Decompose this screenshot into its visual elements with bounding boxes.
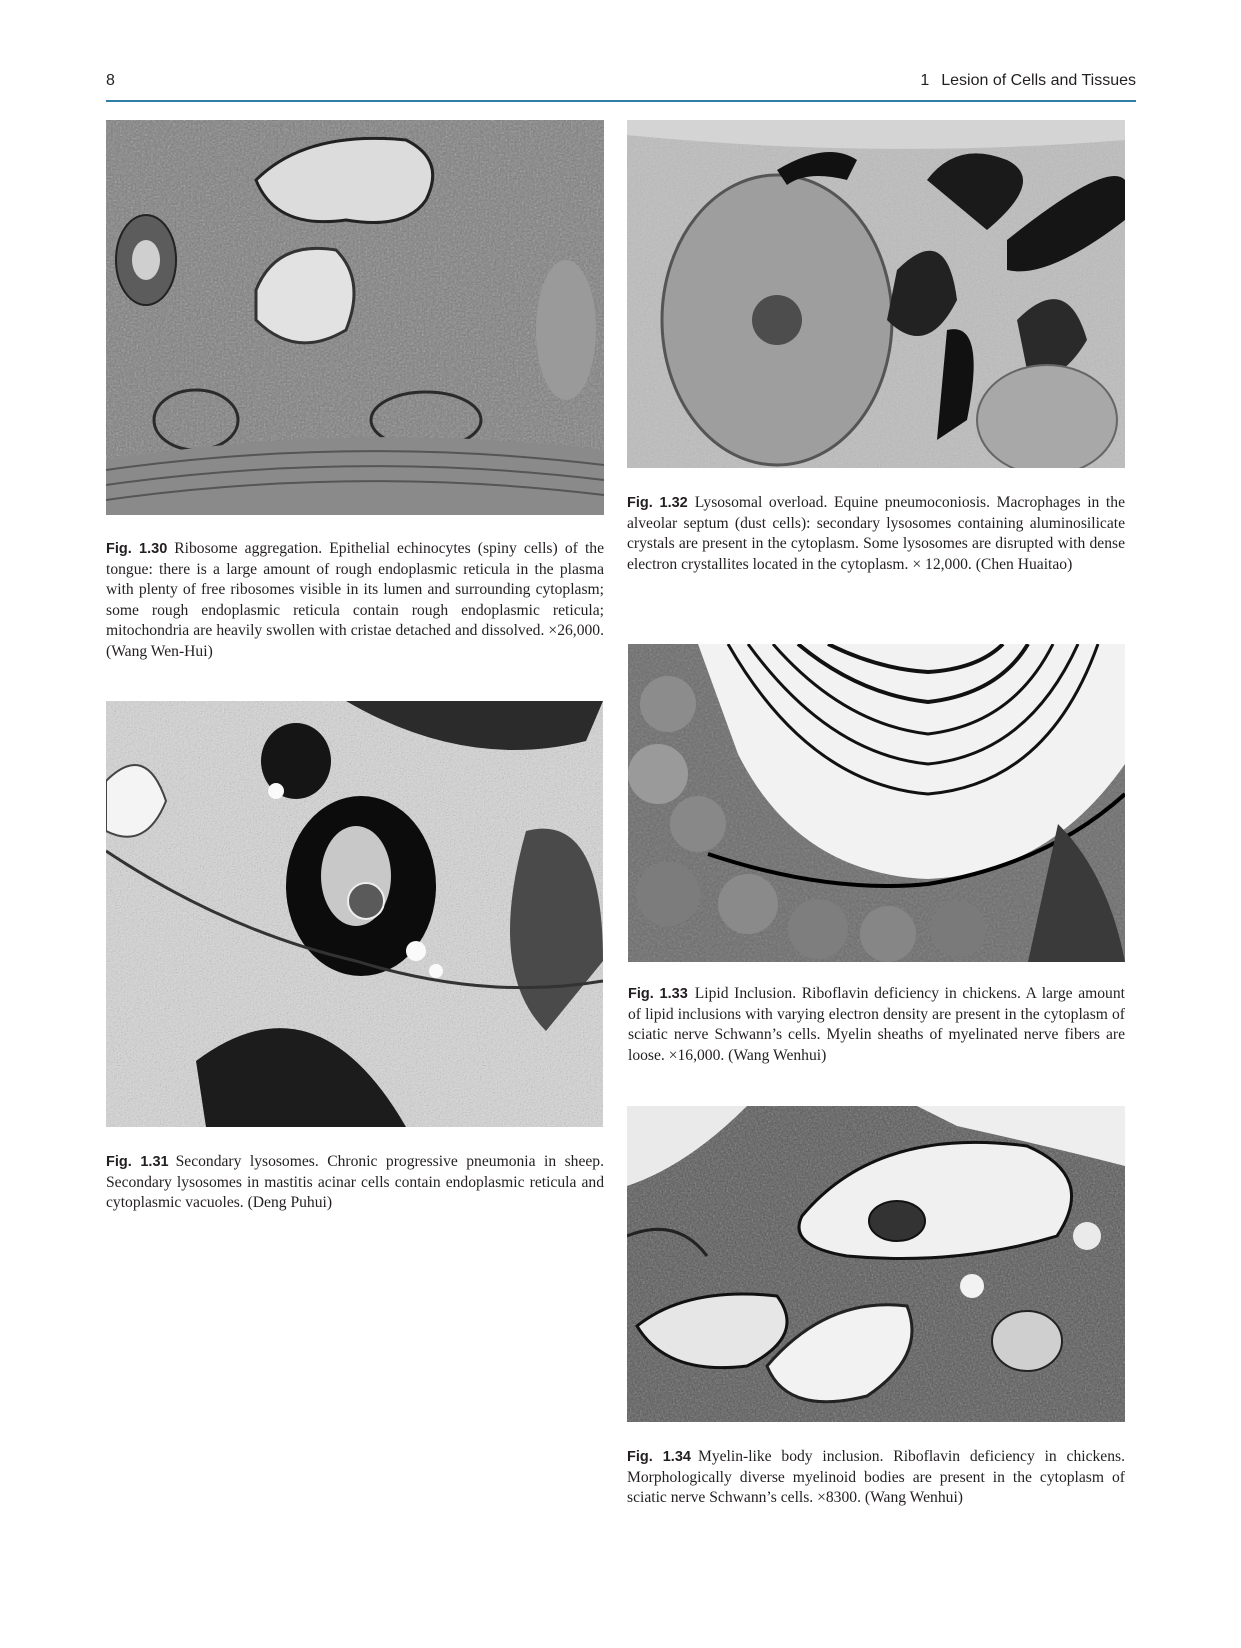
figure-caption [627, 1447, 1125, 1509]
figure-label: Fig. 1.31 [106, 1154, 169, 1170]
figure-1-33-micrograph [628, 644, 1125, 962]
header-rule [106, 100, 1136, 102]
figure-label: Fig. 1.30 [106, 541, 168, 557]
figure-1-32-micrograph [627, 120, 1125, 468]
running-head [106, 72, 1136, 102]
chapter-title: Lesion of Cells and Tissues [941, 72, 1136, 89]
figure-caption [106, 1152, 604, 1214]
chapter-heading [920, 72, 1136, 90]
figure-label: Fig. 1.34 [627, 1449, 691, 1465]
figure-caption [627, 493, 1125, 575]
caption-text: Secondary lysosomes. Chronic progressive pneumonia in sheep. Secondary lysosomes in mastitis acinar cells contain endoplasmic reticula and cytoplasmic vacuoles. (Deng Puhui) [106, 1153, 604, 1211]
chapter-number: 1 [920, 72, 930, 89]
figure-label: Fig. 1.32 [627, 495, 688, 511]
figure-caption [628, 984, 1125, 1066]
figure-1-31-micrograph [106, 701, 603, 1127]
figure-1-34-micrograph [627, 1106, 1125, 1422]
figure-label: Fig. 1.33 [628, 986, 688, 1002]
caption-text: Myelin-like body inclusion. Riboflavin deficiency in chickens. Morphologically diverse myelinoid bodies are present in the cytoplasm of sciatic nerve Schwann’s cells. ×8300. (Wang Wenhui) [627, 1448, 1125, 1506]
caption-text: Lysosomal overload. Equine pneumoconiosis. Macrophages in the alveolar septum (dust cells): secondary lysosomes containing aluminosilicate crystals are present in the cytoplasm. Some lysosomes are disrupted with dense electron crystallites located in the cytoplasm. × 12,000. (Chen Huaitao) [627, 494, 1125, 573]
figure-1-30-micrograph [106, 120, 604, 515]
page-number: 8 [106, 72, 115, 89]
caption-text: Ribosome aggregation. Epithelial echinocytes (spiny cells) of the tongue: there is a large amount of rough endoplasmic reticula in the plasma with plenty of free ribosomes visible in its lumen and surrounding cytoplasm; some rough endoplasmic reticula contain rough endoplasmic reticula; mitochondria are heavily swollen with cristae detached and dissolved. ×26,000. (Wang Wen-Hui) [106, 540, 604, 660]
figure-caption [106, 539, 604, 662]
caption-text: Lipid Inclusion. Riboflavin deficiency in chickens. A large amount of lipid inclusions with varying electron density are present in the cytoplasm of sciatic nerve Schwann’s cells. Myelin sheaths of myelinated nerve fibers are loose. ×16,000. (Wang Wenhui) [628, 985, 1125, 1064]
